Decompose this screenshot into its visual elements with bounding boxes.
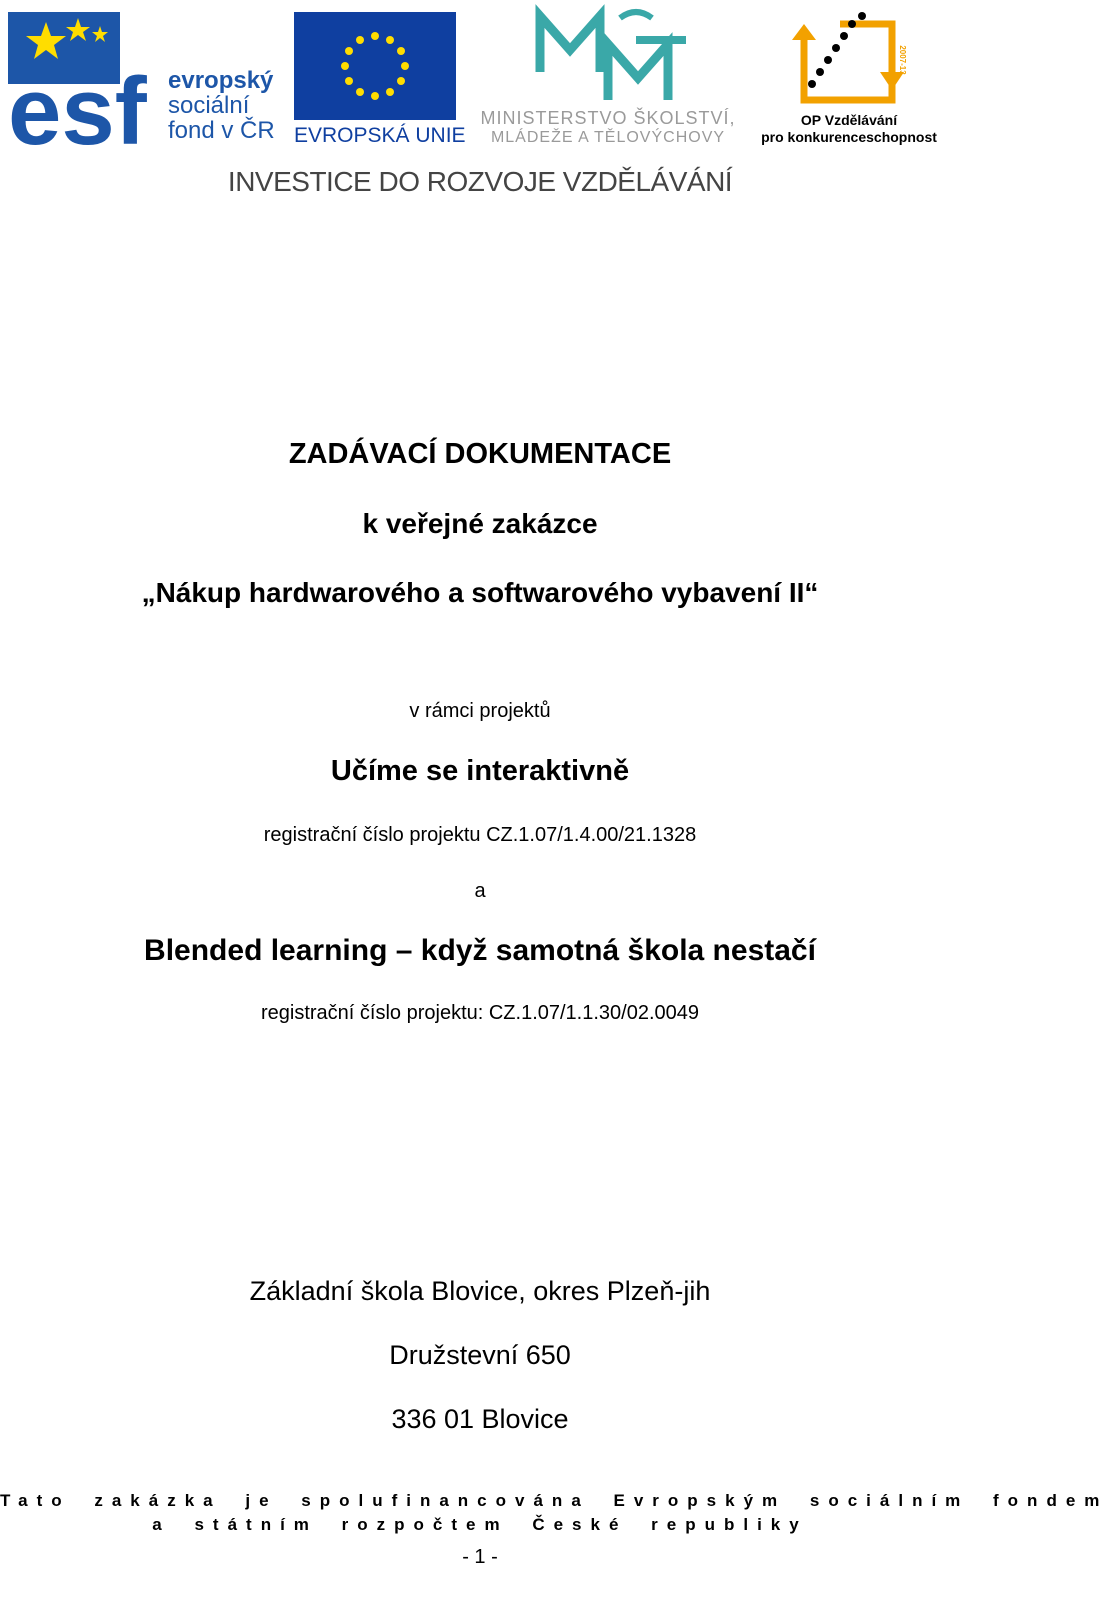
- op-name: OP Vzdělávání pro konkurenceschopnost: [761, 112, 937, 145]
- msmt-name: MINISTERSTVO ŠKOLSTVÍ, MLÁDEŽE A TĚLOVÝCHOVY: [480, 108, 736, 146]
- funding-note-line1: Tato zakázka je spolufinancována Evropským sociálním fondem: [0, 1491, 1108, 1510]
- op-years: 2007-13: [898, 45, 907, 75]
- document-title: ZADÁVACÍ DOKUMENTACE: [288, 438, 672, 470]
- msmt-logo: [468, 10, 748, 150]
- eu-logo: [294, 12, 466, 150]
- conjunction: a: [474, 880, 486, 902]
- eu-label: EVROPSKÁ UNIE: [294, 124, 466, 147]
- esf-mark-text: esf: [8, 58, 147, 165]
- funding-note-line2: a státním rozpočtem České republiky: [152, 1515, 808, 1534]
- authority-name: Základní škola Blovice, okres Plzeň-jih: [249, 1276, 711, 1306]
- esf-logo: [8, 12, 280, 165]
- document-subtitle: k veřejné zakázce: [362, 508, 598, 539]
- logo-header: [0, 0, 960, 210]
- esf-name: evropský sociální fond v ČR: [168, 67, 275, 144]
- page-number: - 1 -: [462, 1546, 498, 1568]
- project2-reg: registrační číslo projektu: CZ.1.07/1.1.30/02.0049: [260, 1002, 700, 1024]
- esf-mark-icon: [8, 12, 168, 165]
- within-label: v rámci projektů: [409, 700, 551, 722]
- project1-name: Učíme se interaktivně: [330, 755, 630, 787]
- authority-city: 336 01 Blovice: [391, 1404, 569, 1434]
- op-arrow-icon: [792, 10, 912, 108]
- project1-reg: registrační číslo projektu CZ.1.07/1.4.00/21.1328: [263, 824, 697, 846]
- authority-street: Družstevní 650: [389, 1340, 571, 1370]
- slogan: INVESTICE DO ROZVOJE VZDĚLÁVÁNÍ: [227, 166, 733, 197]
- msmt-monogram-icon: [536, 10, 686, 102]
- project2-name: Blended learning – když samotná škola nestačí: [144, 934, 816, 967]
- contract-name: „Nákup hardwarového a softwarového vybavení II“: [141, 577, 819, 608]
- eu-flag-icon: [294, 12, 456, 120]
- op-logo: [756, 10, 942, 150]
